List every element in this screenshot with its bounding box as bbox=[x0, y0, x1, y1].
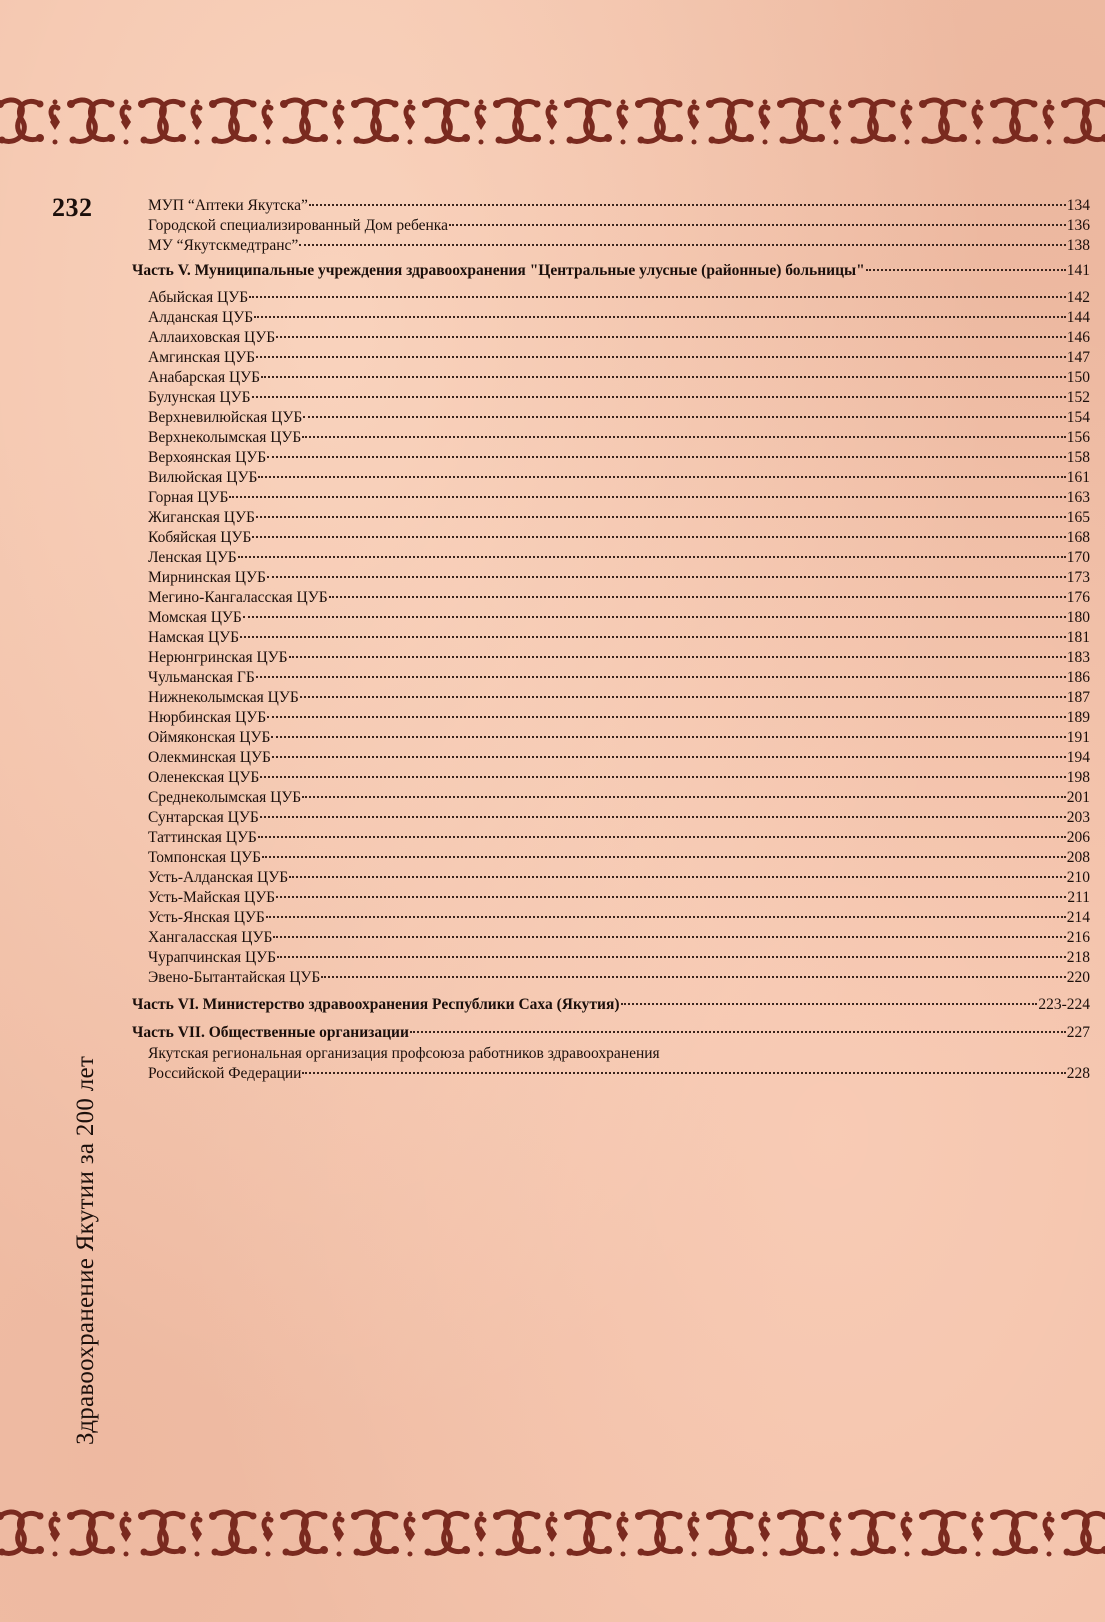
toc-entry-title: Вилюйская ЦУБ bbox=[148, 469, 258, 486]
toc-entry-title: Томпонская ЦУБ bbox=[148, 849, 262, 866]
toc-entry[interactable] bbox=[132, 688, 1090, 708]
toc-entry-title: Российской Федерации bbox=[148, 1065, 302, 1082]
toc-entry-title: Нижнеколымская ЦУБ bbox=[148, 689, 299, 706]
toc-leader-dots bbox=[449, 224, 1066, 226]
toc-entry-title: Чульманская ГБ bbox=[148, 669, 255, 686]
toc-part-5-entries bbox=[132, 288, 1090, 988]
toc-entry-title: Олекминская ЦУБ bbox=[148, 749, 271, 766]
toc-page-number: 216 bbox=[1066, 929, 1090, 946]
toc-entry-title: Верхневилюйская ЦУБ bbox=[148, 409, 303, 426]
toc-page-number: 181 bbox=[1066, 629, 1090, 646]
toc-leader-dots bbox=[252, 396, 1066, 398]
table-of-contents bbox=[132, 196, 1090, 1084]
toc-leader-dots bbox=[267, 716, 1066, 718]
toc-page-number: 189 bbox=[1066, 709, 1090, 726]
toc-page-number: 165 bbox=[1066, 509, 1090, 526]
toc-entry[interactable] bbox=[132, 648, 1090, 668]
toc-entry-title: МУП “Аптеки Якутска” bbox=[148, 197, 308, 214]
toc-entry[interactable] bbox=[132, 628, 1090, 648]
running-title-vertical: Здравоохранение Якутии за 200 лет bbox=[72, 1055, 99, 1445]
toc-part-6[interactable] bbox=[132, 994, 1090, 1016]
toc-entry[interactable] bbox=[132, 528, 1090, 548]
toc-entry[interactable] bbox=[132, 548, 1090, 568]
toc-entry-title: Булунская ЦУБ bbox=[148, 389, 251, 406]
toc-entry[interactable] bbox=[132, 408, 1090, 428]
toc-entry-title: Усть-Майская ЦУБ bbox=[148, 889, 276, 906]
toc-entry[interactable] bbox=[132, 236, 1090, 256]
toc-leader-dots bbox=[254, 316, 1066, 318]
toc-entry-title: Анабарская ЦУБ bbox=[148, 369, 261, 386]
toc-top-entries bbox=[132, 196, 1090, 256]
toc-page-number: 220 bbox=[1066, 969, 1090, 986]
toc-entry[interactable] bbox=[132, 968, 1090, 988]
toc-entry-title: Верхнеколымская ЦУБ bbox=[148, 429, 302, 446]
toc-entry-title: Жиганская ЦУБ bbox=[148, 509, 255, 526]
toc-leader-dots bbox=[240, 636, 1066, 638]
toc-leader-dots bbox=[321, 976, 1065, 978]
toc-leader-dots bbox=[260, 776, 1065, 778]
toc-entry-line-1[interactable] bbox=[132, 1044, 1090, 1064]
toc-entry[interactable] bbox=[132, 868, 1090, 888]
toc-entry-title: Мирнинская ЦУБ bbox=[148, 569, 266, 586]
toc-entry[interactable] bbox=[132, 948, 1090, 968]
toc-page-number: 144 bbox=[1066, 309, 1090, 326]
toc-entry-title: Аллаиховская ЦУБ bbox=[148, 329, 276, 346]
toc-page-number: 138 bbox=[1066, 237, 1090, 254]
toc-entry-title: Момская ЦУБ bbox=[148, 609, 242, 626]
toc-entry-title: Абыйская ЦУБ bbox=[148, 289, 249, 306]
toc-entry-title: Городской специализированный Дом ребенка bbox=[148, 217, 448, 234]
toc-entry[interactable] bbox=[132, 848, 1090, 868]
toc-leader-dots bbox=[277, 956, 1066, 958]
toc-page-number: 168 bbox=[1066, 529, 1090, 546]
toc-leader-dots bbox=[261, 376, 1066, 378]
toc-part-title: Часть VI. Министерство здравоохранения Республики Саха (Якутия) bbox=[132, 996, 620, 1013]
toc-leader-dots bbox=[243, 616, 1066, 618]
toc-entry[interactable] bbox=[132, 308, 1090, 328]
toc-leader-dots bbox=[267, 576, 1066, 578]
toc-page-number: 203 bbox=[1066, 809, 1090, 826]
toc-leader-dots bbox=[303, 416, 1066, 418]
toc-leader-dots bbox=[258, 476, 1065, 478]
toc-page-number: 210 bbox=[1066, 869, 1090, 886]
toc-page-number: 156 bbox=[1066, 429, 1090, 446]
toc-page-number: 141 bbox=[1066, 262, 1090, 279]
toc-page-number: 194 bbox=[1066, 749, 1090, 766]
toc-entry[interactable] bbox=[132, 668, 1090, 688]
toc-page-number: 176 bbox=[1066, 589, 1090, 606]
toc-leader-dots bbox=[299, 244, 1065, 246]
toc-leader-dots bbox=[410, 1031, 1066, 1033]
toc-leader-dots bbox=[267, 456, 1066, 458]
toc-page-number: 147 bbox=[1066, 349, 1090, 366]
toc-entry-title: Хангаласская ЦУБ bbox=[148, 929, 273, 946]
toc-entry-title: Эвено-Бытантайская ЦУБ bbox=[148, 969, 321, 986]
toc-leader-dots bbox=[271, 736, 1065, 738]
toc-page-number: 134 bbox=[1066, 197, 1090, 214]
toc-entry[interactable] bbox=[132, 1064, 1090, 1084]
toc-leader-dots bbox=[302, 436, 1065, 438]
toc-leader-dots bbox=[276, 896, 1066, 898]
toc-entry-title: Мегино-Кангаласская ЦУБ bbox=[148, 589, 328, 606]
toc-leader-dots bbox=[260, 816, 1066, 818]
toc-page-number: 228 bbox=[1066, 1065, 1090, 1082]
toc-page-number: 187 bbox=[1066, 689, 1090, 706]
toc-leader-dots bbox=[249, 296, 1066, 298]
toc-page-number: 191 bbox=[1066, 729, 1090, 746]
ornament-pattern bbox=[0, 1502, 1105, 1566]
toc-page-number: 154 bbox=[1066, 409, 1090, 426]
ornament-pattern bbox=[0, 90, 1105, 154]
toc-entry[interactable] bbox=[132, 448, 1090, 468]
toc-page-number: 208 bbox=[1066, 849, 1090, 866]
toc-entry[interactable] bbox=[132, 388, 1090, 408]
toc-leader-dots bbox=[302, 796, 1066, 798]
toc-entry[interactable] bbox=[132, 196, 1090, 216]
toc-entry-title: Горная ЦУБ bbox=[148, 489, 229, 506]
toc-entry[interactable] bbox=[132, 368, 1090, 388]
toc-entry[interactable] bbox=[132, 928, 1090, 948]
toc-page-number: 146 bbox=[1066, 329, 1090, 346]
toc-leader-dots bbox=[229, 496, 1065, 498]
toc-leader-dots bbox=[262, 856, 1066, 858]
toc-leader-dots bbox=[866, 269, 1066, 271]
toc-page-number: 227 bbox=[1066, 1024, 1090, 1041]
toc-page-number: 161 bbox=[1066, 469, 1090, 486]
toc-entry[interactable] bbox=[132, 348, 1090, 368]
toc-page-number: 206 bbox=[1066, 829, 1090, 846]
toc-page-number: 186 bbox=[1066, 669, 1090, 686]
toc-entry[interactable] bbox=[132, 288, 1090, 308]
toc-leader-dots bbox=[309, 204, 1066, 206]
toc-entry[interactable] bbox=[132, 488, 1090, 508]
toc-leader-dots bbox=[272, 756, 1066, 758]
toc-entry-title: Якутская региональная организация профсоюза работников здравоохранения bbox=[148, 1045, 660, 1062]
toc-entry-title: Намская ЦУБ bbox=[148, 629, 240, 646]
toc-entry[interactable] bbox=[132, 508, 1090, 528]
toc-leader-dots bbox=[266, 916, 1066, 918]
toc-entry-title: Верхоянская ЦУБ bbox=[148, 449, 267, 466]
toc-leader-dots bbox=[256, 676, 1066, 678]
toc-entry-title: Алданская ЦУБ bbox=[148, 309, 254, 326]
top-ornament-border bbox=[0, 90, 1105, 154]
toc-page-number: 218 bbox=[1066, 949, 1090, 966]
toc-leader-dots bbox=[252, 536, 1065, 538]
toc-leader-dots bbox=[300, 696, 1066, 698]
toc-page-number: 142 bbox=[1066, 289, 1090, 306]
toc-entry-title: Оленекская ЦУБ bbox=[148, 769, 260, 786]
toc-entry[interactable] bbox=[132, 216, 1090, 236]
toc-leader-dots bbox=[289, 656, 1066, 658]
toc-entry[interactable] bbox=[132, 608, 1090, 628]
toc-leader-dots bbox=[289, 876, 1066, 878]
toc-entry-title: Таттинская ЦУБ bbox=[148, 829, 257, 846]
toc-page-number: 170 bbox=[1066, 549, 1090, 566]
toc-entry[interactable] bbox=[132, 588, 1090, 608]
toc-entry-title: Усть-Алданская ЦУБ bbox=[148, 869, 289, 886]
toc-entry-title: Кобяйская ЦУБ bbox=[148, 529, 252, 546]
toc-entry[interactable] bbox=[132, 568, 1090, 588]
toc-page-number: 158 bbox=[1066, 449, 1090, 466]
toc-entry-title: Оймяконская ЦУБ bbox=[148, 729, 271, 746]
toc-page-number: 150 bbox=[1066, 369, 1090, 386]
toc-leader-dots bbox=[256, 516, 1066, 518]
toc-entry-title: Усть-Янская ЦУБ bbox=[148, 909, 265, 926]
toc-page-number: 173 bbox=[1066, 569, 1090, 586]
toc-entry[interactable] bbox=[132, 888, 1090, 908]
toc-entry[interactable] bbox=[132, 828, 1090, 848]
toc-leader-dots bbox=[273, 936, 1065, 938]
toc-entry[interactable] bbox=[132, 768, 1090, 788]
toc-entry-title: Ленская ЦУБ bbox=[148, 549, 237, 566]
toc-page-number: 136 bbox=[1066, 217, 1090, 234]
toc-entry[interactable] bbox=[132, 808, 1090, 828]
toc-leader-dots bbox=[302, 1072, 1065, 1074]
toc-entry[interactable] bbox=[132, 428, 1090, 448]
toc-leader-dots bbox=[329, 596, 1066, 598]
toc-part-7[interactable] bbox=[132, 1022, 1090, 1044]
toc-entry-title: Сунтарская ЦУБ bbox=[148, 809, 259, 826]
toc-leader-dots bbox=[621, 1003, 1038, 1005]
toc-page-number: 211 bbox=[1067, 889, 1090, 906]
toc-entry[interactable] bbox=[132, 328, 1090, 348]
toc-entry-title: Нерюнгринская ЦУБ bbox=[148, 649, 288, 666]
toc-page-number: 180 bbox=[1066, 609, 1090, 626]
toc-page-number: 198 bbox=[1066, 769, 1090, 786]
toc-leader-dots bbox=[276, 336, 1066, 338]
toc-leader-dots bbox=[238, 556, 1066, 558]
toc-entry[interactable] bbox=[132, 468, 1090, 488]
toc-entry[interactable] bbox=[132, 748, 1090, 768]
toc-entry-title: Среднеколымская ЦУБ bbox=[148, 789, 302, 806]
toc-entry[interactable] bbox=[132, 708, 1090, 728]
toc-page-number: 183 bbox=[1066, 649, 1090, 666]
toc-entry-title: Амгинская ЦУБ bbox=[148, 349, 256, 366]
toc-page-number: 201 bbox=[1066, 789, 1090, 806]
toc-page-number: 152 bbox=[1066, 389, 1090, 406]
toc-page-number: 214 bbox=[1066, 909, 1090, 926]
toc-entry[interactable] bbox=[132, 728, 1090, 748]
toc-leader-dots bbox=[258, 836, 1066, 838]
toc-entry-title: Чурапчинская ЦУБ bbox=[148, 949, 277, 966]
toc-part-title: Часть V. Муниципальные учреждения здравоохранения "Центральные улусные (районные) больницы" bbox=[132, 262, 865, 279]
toc-entry-title: МУ “Якутскмедтранс” bbox=[148, 237, 299, 254]
toc-part-5[interactable] bbox=[132, 260, 1090, 282]
toc-entry[interactable] bbox=[132, 908, 1090, 928]
toc-part-title: Часть VII. Общественные организации bbox=[132, 1024, 409, 1041]
page-number: 232 bbox=[52, 193, 93, 222]
toc-leader-dots bbox=[256, 356, 1066, 358]
toc-entry[interactable] bbox=[132, 788, 1090, 808]
toc-page-number: 163 bbox=[1066, 489, 1090, 506]
toc-entry-title: Нюрбинская ЦУБ bbox=[148, 709, 267, 726]
bottom-ornament-border bbox=[0, 1502, 1105, 1566]
toc-page-number: 223-224 bbox=[1038, 996, 1090, 1013]
